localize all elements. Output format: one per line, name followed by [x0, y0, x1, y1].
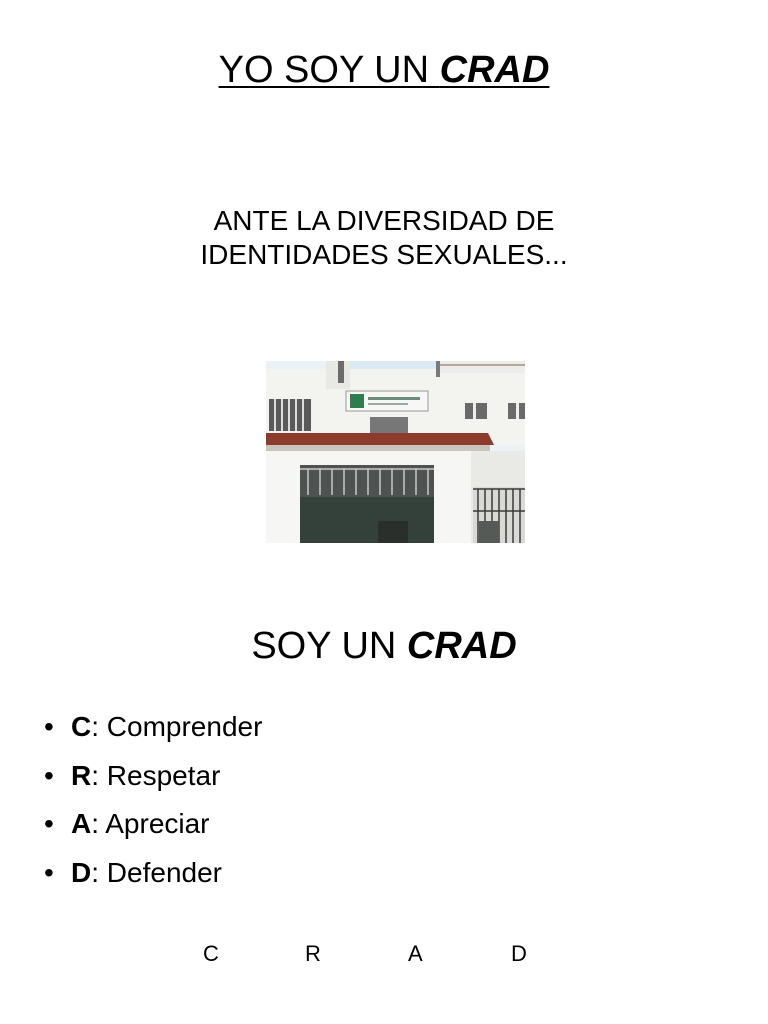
page-title: [0, 46, 768, 94]
list-item: [44, 755, 262, 804]
item-text: : Respetar: [91, 759, 221, 791]
bullet: •: [44, 808, 54, 839]
heading-emphasis: CRAD: [406, 625, 517, 667]
item-letter: A: [71, 808, 92, 839]
footer-letter-c: C: [203, 941, 219, 966]
section-heading: [0, 622, 768, 670]
item-text: : Apreciar: [91, 808, 210, 839]
subtitle-line-2: IDENTIDADES SEXUALES...: [200, 239, 568, 270]
title-emphasis: CRAD: [439, 49, 550, 91]
subtitle-line-1: ANTE LA DIVERSIDAD DE: [213, 205, 555, 236]
list-item: [44, 852, 262, 901]
title-prefix: YO SOY UN: [218, 49, 440, 91]
item-letter: C: [71, 711, 92, 742]
bullet: •: [44, 856, 54, 888]
footer-letter-r: R: [305, 941, 321, 966]
crad-list: [44, 706, 262, 900]
bullet: •: [44, 759, 54, 791]
item-text: : Comprender: [91, 711, 263, 742]
item-letter: R: [71, 759, 92, 791]
school-building-photo: [266, 361, 525, 543]
list-item: [44, 706, 262, 755]
bullet: •: [44, 711, 54, 742]
footer-letter-d: D: [511, 941, 527, 966]
item-letter: D: [71, 856, 92, 888]
item-text: : Defender: [91, 856, 222, 888]
heading-prefix: SOY UN: [251, 625, 407, 667]
footer-letter-a: A: [408, 941, 423, 966]
subtitle: [0, 204, 768, 272]
list-item: [44, 803, 262, 852]
